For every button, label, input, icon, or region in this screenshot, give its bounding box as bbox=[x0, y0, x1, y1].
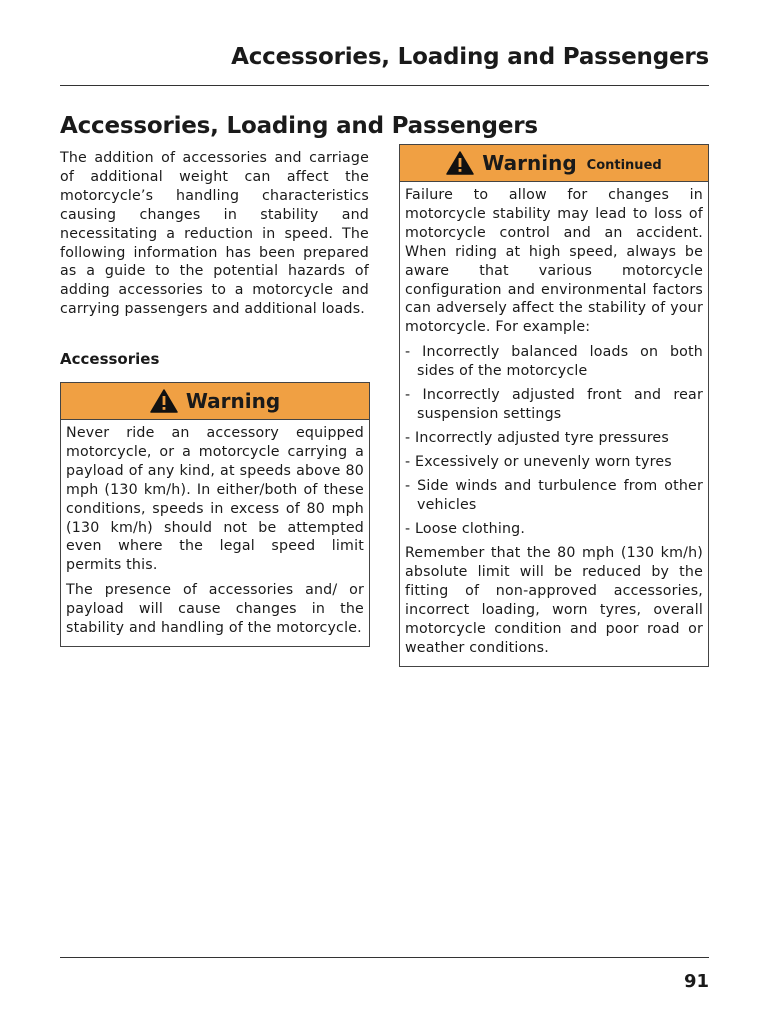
left-column bbox=[60, 149, 369, 637]
warning-title: Warning bbox=[482, 151, 577, 175]
warning-triangle-icon bbox=[150, 389, 178, 413]
warning-list bbox=[405, 343, 703, 538]
warning-body bbox=[400, 182, 708, 666]
right-column bbox=[399, 144, 709, 667]
list-item: - Incorrectly balanced loads on both sides of the motorcycle bbox=[405, 344, 703, 380]
warning-header bbox=[61, 383, 369, 420]
list-item: - Incorrectly adjusted tyre pressures bbox=[405, 429, 669, 446]
page-number: 91 bbox=[683, 971, 709, 992]
section-heading-accessories: Accessories bbox=[60, 350, 160, 368]
warning-continued-box bbox=[399, 144, 709, 667]
list-item: - Loose clothing. bbox=[405, 520, 526, 537]
warning-continued-label: Continued bbox=[586, 158, 662, 173]
warning-paragraph: The presence of accessories and/ or payload will cause changes in the stability and handling of the motorcycle. bbox=[66, 582, 364, 637]
list-item: - Excessively or unevenly worn tyres bbox=[405, 453, 672, 470]
page-title: Accessories, Loading and Passengers bbox=[60, 113, 538, 140]
list-item: - Side winds and turbulence from other vehicles bbox=[405, 477, 703, 513]
warning-paragraph: Never ride an accessory equipped motorcycle, or a motorcycle carrying a payload of any kind, at speeds above 80 mph (130 km/h). In either/both of these conditions, speeds in excess of 80 mph (130 km/h) should not be attempted even where the legal speed limit permits this. bbox=[66, 425, 364, 574]
warning-header bbox=[400, 145, 708, 182]
header-divider bbox=[60, 85, 709, 86]
list-item: - Incorrectly adjusted front and rear suspension settings bbox=[405, 387, 703, 422]
intro-paragraph: The addition of accessories and carriage of additional weight can affect the motorcycle’s handling characteristics causing changes in stability and necessitating a reduction in speed. The following information has been prepared as a guide to the potential hazards of adding accessories to a motorcycle and carrying passengers and additional loads. bbox=[60, 150, 369, 318]
warning-triangle-icon bbox=[446, 151, 474, 175]
warning-body bbox=[61, 420, 369, 646]
running-header: Accessories, Loading and Passengers bbox=[231, 44, 709, 70]
warning-intro: Failure to allow for changes in motorcycle stability may lead to loss of motorcycle control and an accident. When riding at high speed, always be aware that various motorcycle configuration and environmental factors can adversely affect the stability of your motorcycle. For example: bbox=[405, 187, 703, 336]
warning-closing: Remember that the 80 mph (130 km/h) absolute limit will be reduced by the fitting of non-approved accessories, incorrect loading, worn tyres, overall motorcycle condition and poor road or weather conditions. bbox=[405, 545, 703, 656]
warning-title: Warning bbox=[185, 389, 281, 413]
footer-divider bbox=[60, 957, 709, 958]
warning-box bbox=[60, 382, 370, 647]
